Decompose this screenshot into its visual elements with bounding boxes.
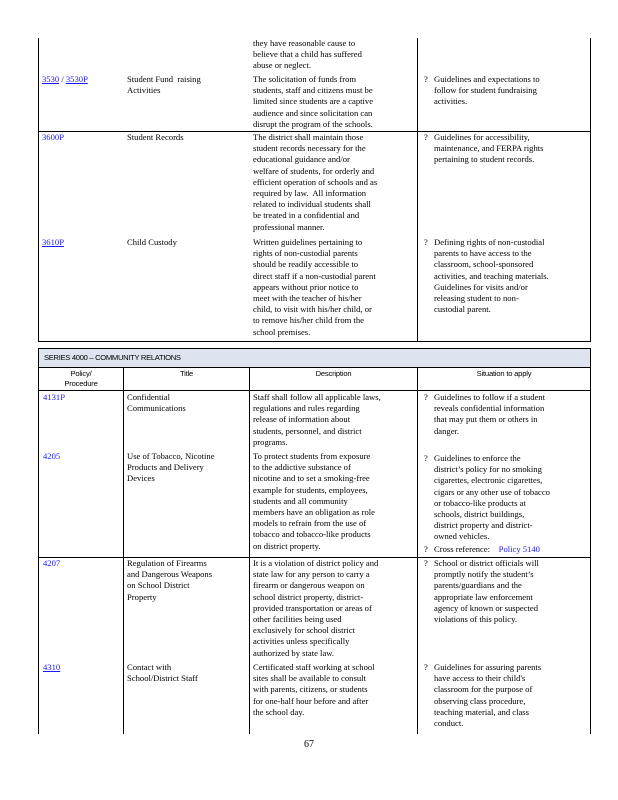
- row-title: Contact with School/District Staff: [127, 662, 198, 684]
- top-table-bottom-border: [38, 341, 591, 342]
- page-number: 67: [304, 739, 314, 750]
- procedure-link-3600P[interactable]: 3600P: [42, 132, 64, 142]
- row-description: It is a violation of district policy and state law for any person to carry a firearm or dangerous weapon on school district property, district- provided transportation or areas of other facilities being used exclusively for school district activities unless specifically authorized by state law.: [253, 558, 379, 658]
- row-description: they have reasonable cause to believe that a child has suffered abuse or neglect.: [253, 38, 362, 71]
- row-description: Written guidelines pertaining to rights of non-custodial parents should be readily accessible to direct staff if a non-custodial parent appears without prior notice to meet with the teacher of his/her child, to visit with his/her child, or to remove his/her child from the school premises.: [253, 237, 376, 337]
- row-title: Child Custody: [127, 237, 177, 247]
- cross-reference-link-policy-5140[interactable]: Policy 5140: [498, 544, 540, 554]
- header-bottom-line: [38, 390, 591, 391]
- row-description: To protect students from exposure to the addictive substance of nicotine and to set a smoking-free example for students, employees, students and all community members have an obligation as role models to refrain from the use of tobacco and tobacco-like products on district property.: [253, 451, 375, 551]
- bullet-icon: ?: [424, 662, 428, 672]
- header-top-line: [38, 367, 591, 368]
- column-divider: [417, 367, 418, 734]
- row-title: Student Fund raising Activities: [127, 74, 201, 96]
- bullet-icon: ?: [424, 544, 428, 554]
- row-description: Certificated staff working at school sites shall be available to consult with parents, citizens, or students for one-half hour before and after the school day.: [253, 662, 375, 717]
- bullet-icon: ?: [424, 74, 428, 84]
- column-header-description: Description: [315, 369, 352, 378]
- row-description: Staff shall follow all applicable laws, regulations and rules regarding release of information about students, personnel, and district programs.: [253, 392, 381, 447]
- top-table-left-border: [38, 38, 39, 342]
- row-situation: Guidelines to enforce the district’s policy for no smoking cigarettes, electronic cigarettes, cigars or any other use of tobacco or tobacco-like products at schools, district buildings, district property and district- owned vehicles.: [434, 453, 550, 542]
- policy-code: [43, 392, 65, 403]
- series-title: SERIES 4000 – COMMUNITY RELATIONS: [44, 353, 181, 362]
- policy-code: [43, 451, 60, 462]
- policy-link-3530[interactable]: 3530: [42, 74, 60, 84]
- column-header-situation: Situation to apply: [476, 369, 532, 378]
- row-situation: Guidelines for accessibility, maintenance, and FERPA rights pertaining to student records.: [434, 132, 544, 165]
- policy-link-4207[interactable]: 4207: [43, 558, 61, 568]
- row-title: Student Records: [127, 132, 184, 142]
- row-situation: Guidelines to follow if a student reveals confidential information that may put them or others in danger.: [434, 392, 545, 436]
- cross-reference: [434, 544, 540, 555]
- bullet-icon: ?: [424, 392, 428, 402]
- procedure-link-3610P[interactable]: 3610P: [42, 237, 64, 247]
- row-title: Use of Tobacco, Nicotine Products and Delivery Devices: [127, 451, 215, 484]
- row-situation: Defining rights of non-custodial parents to have access to the classroom, school-sponsored activities, and teaching materials. Guidelines for visits and/or releasing student to non- custodial parent.: [434, 237, 549, 315]
- table-right-border: [590, 348, 591, 734]
- top-table-right-border: [590, 38, 591, 342]
- policy-code: [42, 74, 88, 85]
- table-left-border: [38, 348, 39, 734]
- column-divider: [249, 367, 250, 734]
- policy-code: [42, 237, 64, 248]
- column-header-policy: Policy/ Procedure: [64, 369, 98, 388]
- top-table-divider: [417, 38, 418, 342]
- bullet-icon: ?: [424, 558, 428, 568]
- row-description: The solicitation of funds from students, staff and citizens must be limited since students are a captive audience and since solicitation can disrupt the program of the schools.: [253, 74, 374, 129]
- bullet-icon: ?: [424, 453, 428, 463]
- row-situation: Guidelines and expectations to follow for student fundraising activities.: [434, 74, 540, 107]
- row-situation: School or district officials will promptly notify the student’s parents/guardians and the appropriate law enforcement agency of known or suspected violations of this policy.: [434, 558, 539, 625]
- row-situation: Guidelines for assuring parents have access to their child's classroom for the purpose of observing class procedure, teaching material, and class conduct.: [434, 662, 542, 729]
- procedure-link-3530P[interactable]: 3530P: [65, 74, 88, 84]
- cross-reference-label: Cross reference:: [434, 544, 491, 554]
- bullet-icon: ?: [424, 132, 428, 142]
- policy-code: [43, 558, 60, 569]
- row-title: Regulation of Firearms and Dangerous Weapons on School District Property: [127, 558, 213, 602]
- column-divider: [123, 367, 124, 734]
- procedure-link-4131P[interactable]: 4131P: [43, 392, 65, 402]
- policy-link-4205[interactable]: 4205: [43, 451, 61, 461]
- table-top-border: [38, 348, 591, 349]
- row-description: The district shall maintain those student records necessary for the educational guidance and/or welfare of students, for orderly and efficient operation of schools and as required by law. All information related to individual students shall be treated in a confidential and professional manner.: [253, 132, 378, 232]
- column-header-title: Title: [179, 369, 194, 378]
- policy-link-4310[interactable]: 4310: [43, 662, 61, 672]
- policy-code: [42, 132, 64, 143]
- code-separator: /: [59, 74, 66, 84]
- row-title: Confidential Communications: [127, 392, 186, 414]
- policy-code: [43, 662, 60, 673]
- bullet-icon: ?: [424, 237, 428, 247]
